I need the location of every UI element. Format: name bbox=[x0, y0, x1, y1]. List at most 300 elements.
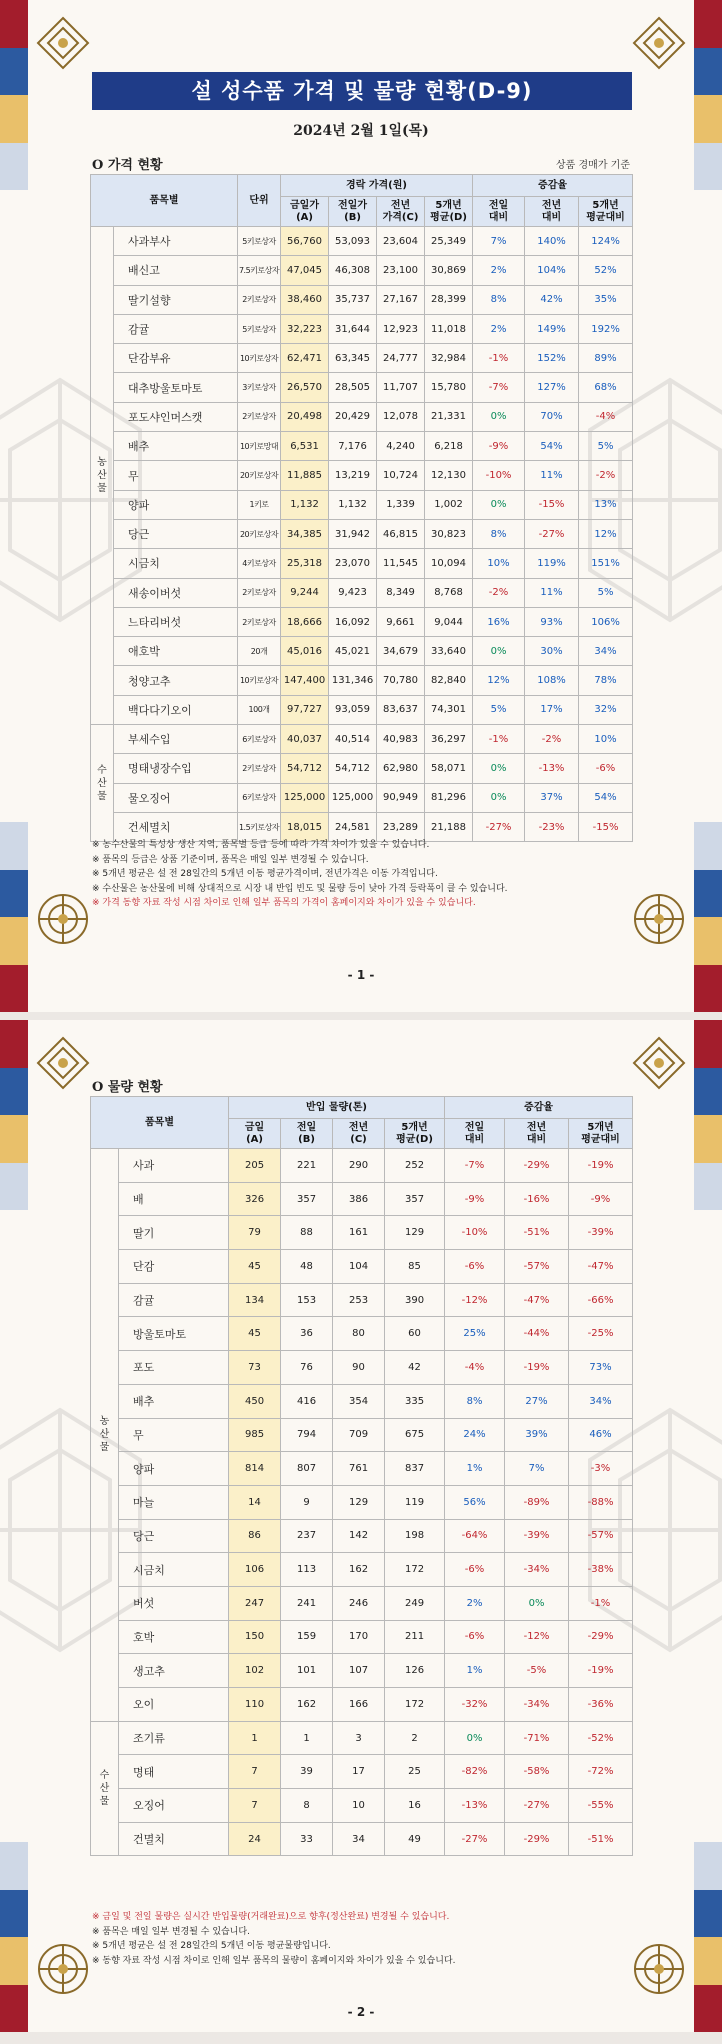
note-line: ※ 수산물은 농산물에 비해 상대적으로 시장 내 반입 빈도 및 물량 등이 낮아 가격 등락폭이 클 수 있습니다. bbox=[92, 883, 508, 894]
change-vs-avg: 106% bbox=[579, 607, 633, 636]
table-row bbox=[91, 549, 633, 578]
item-unit: 10키로상자 bbox=[238, 344, 281, 373]
five-year-avg-value: 32,984 bbox=[425, 344, 473, 373]
prev-value: 93,059 bbox=[329, 695, 377, 724]
today-value: 134 bbox=[229, 1283, 281, 1317]
today-value: 47,045 bbox=[281, 256, 329, 285]
today-value: 18,666 bbox=[281, 607, 329, 636]
prev-value: 35,737 bbox=[329, 285, 377, 314]
item-name: 양파 bbox=[119, 1452, 229, 1486]
ornament-bottom-left-icon bbox=[34, 1940, 92, 1998]
prev-value: 13,219 bbox=[329, 461, 377, 490]
change-vs-prev: 0% bbox=[473, 402, 525, 431]
five-year-avg-value: 211 bbox=[385, 1620, 445, 1654]
table-row bbox=[91, 666, 633, 695]
change-vs-year: 104% bbox=[525, 256, 579, 285]
note-line: ※ 품목은 매일 일부 변경될 수 있습니다. bbox=[92, 1926, 250, 1937]
five-year-avg-value: 25,349 bbox=[425, 227, 473, 256]
item-name: 감귤 bbox=[119, 1283, 229, 1317]
today-value: 147,400 bbox=[281, 666, 329, 695]
change-vs-avg: -4% bbox=[579, 402, 633, 431]
change-vs-year: 149% bbox=[525, 314, 579, 343]
five-year-avg-value: 249 bbox=[385, 1586, 445, 1620]
change-vs-year: -47% bbox=[505, 1283, 569, 1317]
five-year-avg-value: 60 bbox=[385, 1317, 445, 1351]
today-value: 18,015 bbox=[281, 812, 329, 841]
change-vs-prev: 0% bbox=[473, 783, 525, 812]
decorative-band-bottom-right bbox=[694, 1842, 722, 2032]
decorative-band-bottom-left bbox=[0, 822, 28, 1012]
five-year-avg-value: 15,780 bbox=[425, 373, 473, 402]
prev-value: 162 bbox=[281, 1688, 333, 1722]
today-value: 26,570 bbox=[281, 373, 329, 402]
item-unit: 7.5키로상자 bbox=[238, 256, 281, 285]
change-vs-avg: 5% bbox=[579, 432, 633, 461]
five-year-avg-value: 21,188 bbox=[425, 812, 473, 841]
table-row bbox=[91, 637, 633, 666]
section-heading-price: O 가격 현황 bbox=[92, 158, 163, 173]
table-row bbox=[91, 432, 633, 461]
header-vs-year: 전년 대비 bbox=[505, 1119, 569, 1149]
table-row bbox=[91, 344, 633, 373]
header-unit: 단위 bbox=[238, 175, 281, 227]
decorative-band-bottom-left bbox=[0, 1842, 28, 2032]
ornament-bottom-left-icon bbox=[34, 890, 92, 948]
table-row bbox=[91, 1586, 633, 1620]
item-unit: 20키로상자 bbox=[238, 519, 281, 548]
five-year-avg-value: 28,399 bbox=[425, 285, 473, 314]
prev-value: 53,093 bbox=[329, 227, 377, 256]
table-row bbox=[91, 1149, 633, 1183]
five-year-avg-value: 335 bbox=[385, 1384, 445, 1418]
item-name: 배추 bbox=[114, 432, 238, 461]
table-row bbox=[91, 1654, 633, 1688]
item-name: 호박 bbox=[119, 1620, 229, 1654]
ornament-top-right-icon bbox=[630, 1034, 688, 1092]
change-vs-year: -2% bbox=[525, 725, 579, 754]
prev-value: 23,070 bbox=[329, 549, 377, 578]
change-vs-avg: -6% bbox=[579, 754, 633, 783]
change-vs-avg: 73% bbox=[569, 1351, 633, 1385]
prev-value: 54,712 bbox=[329, 754, 377, 783]
note-line: ※ 농수산물의 특성상 생산 지역, 품목별 등급 등에 따라 가격 차이가 있을 수 있습니다. bbox=[92, 840, 430, 850]
change-vs-avg: -29% bbox=[569, 1620, 633, 1654]
item-unit: 5키로상자 bbox=[238, 227, 281, 256]
change-vs-avg: -19% bbox=[569, 1149, 633, 1183]
table-row bbox=[91, 373, 633, 402]
change-vs-avg: 68% bbox=[579, 373, 633, 402]
last-year-value: 90,949 bbox=[377, 783, 425, 812]
table-row bbox=[91, 1452, 633, 1486]
item-name: 새송이버섯 bbox=[114, 578, 238, 607]
change-vs-prev: 16% bbox=[473, 607, 525, 636]
five-year-avg-value: 10,094 bbox=[425, 549, 473, 578]
item-name: 당근 bbox=[119, 1519, 229, 1553]
item-name: 감귤 bbox=[114, 314, 238, 343]
change-vs-avg: -52% bbox=[569, 1721, 633, 1755]
five-year-avg-value: 33,640 bbox=[425, 637, 473, 666]
last-year-value: 23,289 bbox=[377, 812, 425, 841]
item-name: 양파 bbox=[114, 490, 238, 519]
change-vs-year: -34% bbox=[505, 1553, 569, 1587]
change-vs-year: 27% bbox=[505, 1384, 569, 1418]
today-value: 45 bbox=[229, 1250, 281, 1284]
last-year-value: 11,707 bbox=[377, 373, 425, 402]
today-value: 14 bbox=[229, 1485, 281, 1519]
change-vs-avg: 32% bbox=[579, 695, 633, 724]
item-unit: 20개 bbox=[238, 637, 281, 666]
five-year-avg-value: 9,044 bbox=[425, 607, 473, 636]
change-vs-avg: -72% bbox=[569, 1755, 633, 1789]
change-vs-prev: -9% bbox=[445, 1182, 505, 1216]
item-unit: 4키로상자 bbox=[238, 549, 281, 578]
today-value: 25,318 bbox=[281, 549, 329, 578]
change-vs-prev: 0% bbox=[445, 1721, 505, 1755]
today-value: 54,712 bbox=[281, 754, 329, 783]
change-vs-avg: 13% bbox=[579, 490, 633, 519]
change-vs-avg: -2% bbox=[579, 461, 633, 490]
change-vs-avg: 34% bbox=[569, 1384, 633, 1418]
today-value: 814 bbox=[229, 1452, 281, 1486]
change-vs-avg: 151% bbox=[579, 549, 633, 578]
today-value: 9,244 bbox=[281, 578, 329, 607]
last-year-value: 107 bbox=[333, 1654, 385, 1688]
prev-value: 9 bbox=[281, 1485, 333, 1519]
last-year-value: 129 bbox=[333, 1485, 385, 1519]
table-row bbox=[91, 1553, 633, 1587]
header-5yr-avg: 5개년 평균(D) bbox=[425, 197, 473, 227]
change-vs-year: -39% bbox=[505, 1519, 569, 1553]
five-year-avg-value: 25 bbox=[385, 1755, 445, 1789]
last-year-value: 70,780 bbox=[377, 666, 425, 695]
item-name: 느타리버섯 bbox=[114, 607, 238, 636]
change-vs-prev: -12% bbox=[445, 1283, 505, 1317]
table-row bbox=[91, 1688, 633, 1722]
change-vs-year: -16% bbox=[505, 1182, 569, 1216]
decorative-band-top-left bbox=[0, 0, 28, 190]
last-year-value: 246 bbox=[333, 1586, 385, 1620]
item-unit: 20키로상자 bbox=[238, 461, 281, 490]
prev-value: 237 bbox=[281, 1519, 333, 1553]
item-name: 부세수입 bbox=[114, 725, 238, 754]
item-name: 조기류 bbox=[119, 1721, 229, 1755]
table-row bbox=[91, 227, 633, 256]
prev-value: 357 bbox=[281, 1182, 333, 1216]
change-vs-avg: -15% bbox=[579, 812, 633, 841]
change-vs-prev: 24% bbox=[445, 1418, 505, 1452]
five-year-avg-value: 11,018 bbox=[425, 314, 473, 343]
table-row bbox=[91, 1721, 633, 1755]
change-vs-year: 11% bbox=[525, 578, 579, 607]
change-vs-prev: 56% bbox=[445, 1485, 505, 1519]
change-vs-avg: -47% bbox=[569, 1250, 633, 1284]
change-vs-year: 70% bbox=[525, 402, 579, 431]
item-unit: 10키로상자 bbox=[238, 666, 281, 695]
header-prev-qty: 전일 (B) bbox=[281, 1119, 333, 1149]
item-name: 건세멸치 bbox=[114, 812, 238, 841]
item-name: 방울토마토 bbox=[119, 1317, 229, 1351]
header-vs-prev: 전일 대비 bbox=[473, 197, 525, 227]
today-value: 40,037 bbox=[281, 725, 329, 754]
change-vs-prev: 8% bbox=[473, 285, 525, 314]
decorative-band-bottom-right bbox=[694, 822, 722, 1012]
prev-value: 48 bbox=[281, 1250, 333, 1284]
change-vs-prev: -1% bbox=[473, 725, 525, 754]
five-year-avg-value: 1,002 bbox=[425, 490, 473, 519]
prev-value: 33 bbox=[281, 1822, 333, 1856]
ornament-bottom-right-icon bbox=[630, 890, 688, 948]
table-row bbox=[91, 783, 633, 812]
last-year-value: 27,167 bbox=[377, 285, 425, 314]
table-row bbox=[91, 1418, 633, 1452]
change-vs-avg: -66% bbox=[569, 1283, 633, 1317]
last-year-value: 354 bbox=[333, 1384, 385, 1418]
change-vs-prev: -64% bbox=[445, 1519, 505, 1553]
today-value: 6,531 bbox=[281, 432, 329, 461]
change-vs-year: -44% bbox=[505, 1317, 569, 1351]
last-year-value: 24,777 bbox=[377, 344, 425, 373]
table-row bbox=[91, 490, 633, 519]
five-year-avg-value: 172 bbox=[385, 1553, 445, 1587]
today-value: 73 bbox=[229, 1351, 281, 1385]
prev-value: 88 bbox=[281, 1216, 333, 1250]
prev-value: 7,176 bbox=[329, 432, 377, 461]
five-year-avg-value: 85 bbox=[385, 1250, 445, 1284]
last-year-value: 90 bbox=[333, 1351, 385, 1385]
today-value: 102 bbox=[229, 1654, 281, 1688]
page-number-1: - 1 - bbox=[347, 968, 375, 982]
prev-value: 153 bbox=[281, 1283, 333, 1317]
item-name: 백다다기오이 bbox=[114, 695, 238, 724]
five-year-avg-value: 16 bbox=[385, 1789, 445, 1823]
change-vs-prev: -10% bbox=[473, 461, 525, 490]
today-value: 7 bbox=[229, 1789, 281, 1823]
item-name: 단감부유 bbox=[114, 344, 238, 373]
change-vs-year: -58% bbox=[505, 1755, 569, 1789]
today-value: 34,385 bbox=[281, 519, 329, 548]
item-unit: 6키로상자 bbox=[238, 725, 281, 754]
five-year-avg-value: 252 bbox=[385, 1149, 445, 1183]
change-vs-year: 11% bbox=[525, 461, 579, 490]
item-unit: 100개 bbox=[238, 695, 281, 724]
last-year-value: 34 bbox=[333, 1822, 385, 1856]
last-year-value: 17 bbox=[333, 1755, 385, 1789]
last-year-value: 1,339 bbox=[377, 490, 425, 519]
table-row bbox=[91, 1822, 633, 1856]
change-vs-prev: -10% bbox=[445, 1216, 505, 1250]
last-year-value: 3 bbox=[333, 1721, 385, 1755]
change-vs-avg: -51% bbox=[569, 1822, 633, 1856]
table-row bbox=[91, 1519, 633, 1553]
prev-value: 40,514 bbox=[329, 725, 377, 754]
change-vs-prev: 1% bbox=[445, 1452, 505, 1486]
item-name: 오징어 bbox=[119, 1789, 229, 1823]
table-row bbox=[91, 578, 633, 607]
header-qty-group: 반입 물량(톤) bbox=[229, 1097, 445, 1119]
header-vs-avg: 5개년 평균대비 bbox=[569, 1119, 633, 1149]
last-year-value: 170 bbox=[333, 1620, 385, 1654]
change-vs-avg: -3% bbox=[569, 1452, 633, 1486]
change-vs-year: 7% bbox=[505, 1452, 569, 1486]
change-vs-prev: -13% bbox=[445, 1789, 505, 1823]
row-group-label: 농 산 물 bbox=[91, 1149, 119, 1722]
change-vs-prev: 8% bbox=[473, 519, 525, 548]
report-title: 설 성수품 가격 및 물량 현황(D-9) bbox=[92, 72, 632, 110]
prev-value: 113 bbox=[281, 1553, 333, 1587]
change-vs-prev: 2% bbox=[473, 256, 525, 285]
last-year-value: 8,349 bbox=[377, 578, 425, 607]
table-row bbox=[91, 256, 633, 285]
item-unit: 2키로상자 bbox=[238, 285, 281, 314]
header-price-group: 경락 가격(원) bbox=[281, 175, 473, 197]
quantity-table bbox=[90, 1096, 633, 1856]
quantity-notes bbox=[92, 1910, 455, 1968]
change-vs-year: -13% bbox=[525, 754, 579, 783]
change-vs-prev: 0% bbox=[473, 637, 525, 666]
decorative-band-top-right bbox=[694, 0, 722, 190]
change-vs-prev: -6% bbox=[445, 1250, 505, 1284]
last-year-value: 46,815 bbox=[377, 519, 425, 548]
change-vs-prev: 0% bbox=[473, 490, 525, 519]
five-year-avg-value: 82,840 bbox=[425, 666, 473, 695]
change-vs-avg: -19% bbox=[569, 1654, 633, 1688]
five-year-avg-value: 49 bbox=[385, 1822, 445, 1856]
table-row bbox=[91, 402, 633, 431]
change-vs-avg: -57% bbox=[569, 1519, 633, 1553]
item-name: 배추 bbox=[119, 1384, 229, 1418]
last-year-value: 166 bbox=[333, 1688, 385, 1722]
change-vs-prev: -27% bbox=[445, 1822, 505, 1856]
today-value: 45 bbox=[229, 1317, 281, 1351]
change-vs-year: -5% bbox=[505, 1654, 569, 1688]
prev-value: 131,346 bbox=[329, 666, 377, 695]
table-row bbox=[91, 1485, 633, 1519]
change-vs-year: -51% bbox=[505, 1216, 569, 1250]
change-vs-year: 39% bbox=[505, 1418, 569, 1452]
last-year-value: 386 bbox=[333, 1182, 385, 1216]
last-year-value: 104 bbox=[333, 1250, 385, 1284]
last-year-value: 709 bbox=[333, 1418, 385, 1452]
today-value: 97,727 bbox=[281, 695, 329, 724]
today-value: 62,471 bbox=[281, 344, 329, 373]
item-name: 사과부사 bbox=[114, 227, 238, 256]
note-line: ※ 금일 및 전일 물량은 실시간 반입물량(거래완료)으로 향후(정산완료) 변경될 수 있습니다. bbox=[92, 1912, 450, 1922]
change-vs-prev: -82% bbox=[445, 1755, 505, 1789]
change-vs-prev: -2% bbox=[473, 578, 525, 607]
today-value: 45,016 bbox=[281, 637, 329, 666]
prev-value: 9,423 bbox=[329, 578, 377, 607]
change-vs-prev: -7% bbox=[445, 1149, 505, 1183]
table-row bbox=[91, 1182, 633, 1216]
ornament-top-right-icon bbox=[630, 14, 688, 72]
change-vs-avg: 5% bbox=[579, 578, 633, 607]
change-vs-year: -23% bbox=[525, 812, 579, 841]
last-year-value: 162 bbox=[333, 1553, 385, 1587]
five-year-avg-value: 675 bbox=[385, 1418, 445, 1452]
five-year-avg-value: 119 bbox=[385, 1485, 445, 1519]
change-vs-prev: 2% bbox=[473, 314, 525, 343]
report-page-2 bbox=[0, 1020, 722, 2032]
change-vs-avg: 52% bbox=[579, 256, 633, 285]
change-vs-avg: -25% bbox=[569, 1317, 633, 1351]
item-unit: 6키로상자 bbox=[238, 783, 281, 812]
header-today-qty: 금일 (A) bbox=[229, 1119, 281, 1149]
prev-value: 159 bbox=[281, 1620, 333, 1654]
change-vs-prev: -6% bbox=[445, 1553, 505, 1587]
item-unit: 3키로상자 bbox=[238, 373, 281, 402]
price-table bbox=[90, 174, 633, 842]
item-name: 청양고추 bbox=[114, 666, 238, 695]
five-year-avg-value: 21,331 bbox=[425, 402, 473, 431]
table-row bbox=[91, 1317, 633, 1351]
five-year-avg-value: 81,296 bbox=[425, 783, 473, 812]
five-year-avg-value: 198 bbox=[385, 1519, 445, 1553]
today-value: 1 bbox=[229, 1721, 281, 1755]
prev-value: 39 bbox=[281, 1755, 333, 1789]
five-year-avg-value: 8,768 bbox=[425, 578, 473, 607]
change-vs-avg: -38% bbox=[569, 1553, 633, 1587]
prev-value: 24,581 bbox=[329, 812, 377, 841]
change-vs-prev: -27% bbox=[473, 812, 525, 841]
header-vs-prev: 전일 대비 bbox=[445, 1119, 505, 1149]
item-name: 사과 bbox=[119, 1149, 229, 1183]
table-row bbox=[91, 754, 633, 783]
change-vs-avg: 46% bbox=[569, 1418, 633, 1452]
change-vs-prev: -9% bbox=[473, 432, 525, 461]
item-name: 애호박 bbox=[114, 637, 238, 666]
prev-value: 8 bbox=[281, 1789, 333, 1823]
prev-value: 16,092 bbox=[329, 607, 377, 636]
change-vs-year: 30% bbox=[525, 637, 579, 666]
five-year-avg-value: 58,071 bbox=[425, 754, 473, 783]
five-year-avg-value: 357 bbox=[385, 1182, 445, 1216]
prev-value: 794 bbox=[281, 1418, 333, 1452]
change-vs-avg: 89% bbox=[579, 344, 633, 373]
last-year-value: 10,724 bbox=[377, 461, 425, 490]
change-vs-avg: -9% bbox=[569, 1182, 633, 1216]
note-line: ※ 동향 자료 작성 시점 차이로 인해 일부 품목의 물량이 홈페이지와 차이가 있을 수 있습니다. bbox=[92, 1955, 456, 1966]
page-number-2: - 2 - bbox=[347, 2005, 375, 2019]
change-vs-avg: 54% bbox=[579, 783, 633, 812]
today-value: 11,885 bbox=[281, 461, 329, 490]
change-vs-avg: 78% bbox=[579, 666, 633, 695]
change-vs-year: 140% bbox=[525, 227, 579, 256]
item-name: 대추방울토마토 bbox=[114, 373, 238, 402]
change-vs-year: -29% bbox=[505, 1822, 569, 1856]
change-vs-prev: -6% bbox=[445, 1620, 505, 1654]
change-vs-year: -19% bbox=[505, 1351, 569, 1385]
table-row bbox=[91, 461, 633, 490]
last-year-value: 9,661 bbox=[377, 607, 425, 636]
change-vs-year: 152% bbox=[525, 344, 579, 373]
change-vs-year: 119% bbox=[525, 549, 579, 578]
row-group-label: 수 산 물 bbox=[91, 1721, 119, 1856]
last-year-value: 23,100 bbox=[377, 256, 425, 285]
change-vs-year: -27% bbox=[505, 1789, 569, 1823]
prev-value: 36 bbox=[281, 1317, 333, 1351]
today-value: 150 bbox=[229, 1620, 281, 1654]
item-name: 물오징어 bbox=[114, 783, 238, 812]
report-page-1 bbox=[0, 0, 722, 1012]
ornament-top-left-icon bbox=[34, 1034, 92, 1092]
last-year-value: 253 bbox=[333, 1283, 385, 1317]
table-row bbox=[91, 607, 633, 636]
five-year-avg-value: 12,130 bbox=[425, 461, 473, 490]
prev-value: 241 bbox=[281, 1586, 333, 1620]
last-year-value: 11,545 bbox=[377, 549, 425, 578]
table-row bbox=[91, 1283, 633, 1317]
today-value: 985 bbox=[229, 1418, 281, 1452]
